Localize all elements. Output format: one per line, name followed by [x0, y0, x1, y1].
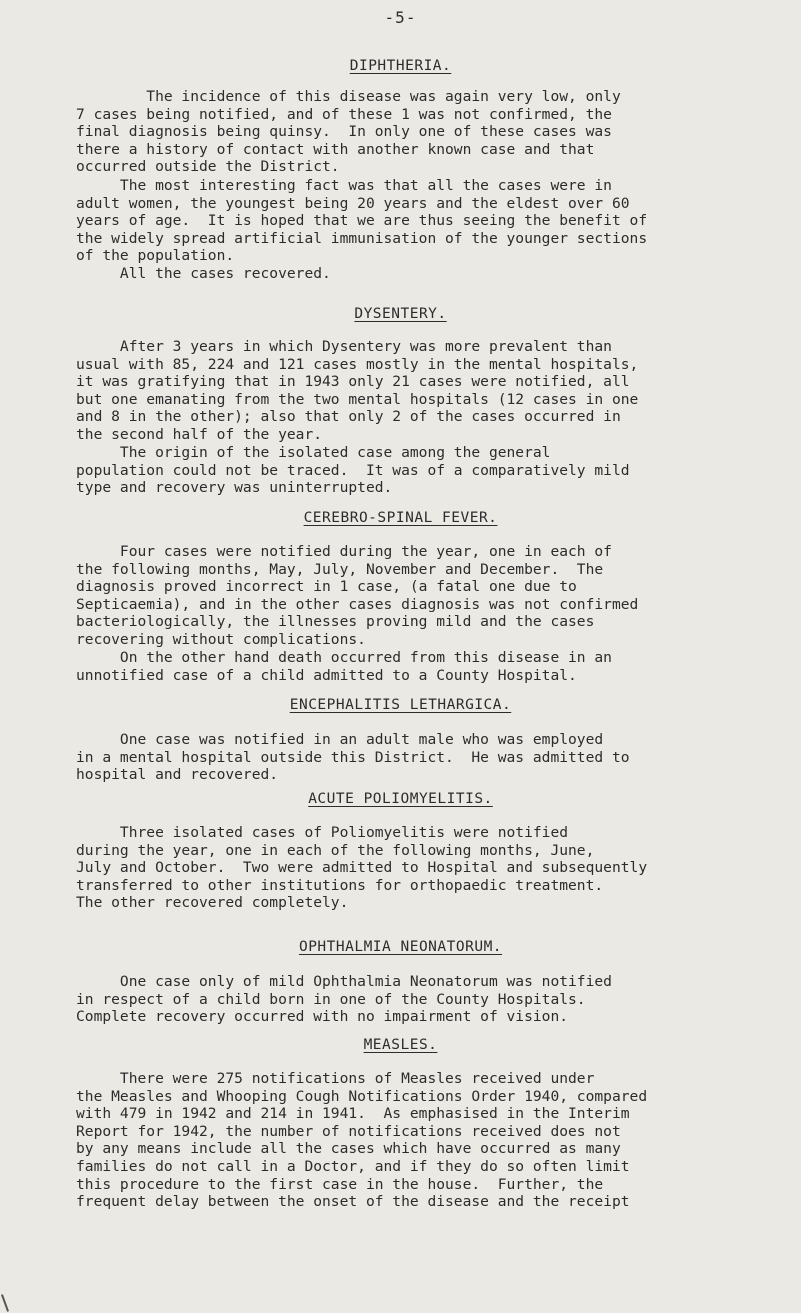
text-line: Three isolated cases of Poliomyelitis were notified	[76, 824, 569, 841]
cerebro-spinal-paragraph-1	[76, 543, 776, 649]
text-line: and 8 in the other); also that only 2 of the cases occurred in	[76, 408, 621, 426]
text-line: it was gratifying that in 1943 only 21 cases were notified, all	[76, 373, 630, 391]
dysentery-paragraph-2	[76, 444, 776, 497]
text-line: the second half of the year.	[76, 425, 323, 443]
text-line: with 479 in 1942 and 214 in 1941. As emphasised in the Interim	[76, 1105, 630, 1123]
text-line: final diagnosis being quinsy. In only one of these cases was	[76, 123, 612, 141]
text-line: July and October. Two were admitted to Hospital and subsequently	[76, 859, 648, 877]
text-line: the Measles and Whooping Cough Notifications Order 1940, compared	[76, 1087, 648, 1105]
text-line: After 3 years in which Dysentery was more prevalent than	[76, 338, 612, 355]
poliomyelitis-paragraph-1	[76, 824, 776, 912]
text-line: this procedure to the first case in the house. Further, the	[76, 1175, 604, 1193]
heading-diphtheria: DIPHTHERIA.	[349, 58, 452, 74]
text-line: Report for 1942, the number of notifications received does not	[76, 1122, 621, 1140]
text-line: families do not call in a Doctor, and if they do so often limit	[76, 1157, 630, 1175]
diphtheria-paragraph-2	[76, 177, 776, 265]
text-line: The other recovered completely.	[76, 894, 349, 912]
text-line: One case was notified in an adult male who was employed	[76, 731, 604, 748]
heading-acute-poliomyelitis: ACUTE POLIOMYELITIS.	[308, 791, 493, 807]
text-line: Complete recovery occurred with no impairment of vision.	[76, 1008, 569, 1026]
text-line: by any means include all the cases which have occurred as many	[76, 1140, 621, 1158]
text-line: transferred to other institutions for orthopaedic treatment.	[76, 876, 604, 894]
text-line: but one emanating from the two mental hospitals (12 cases in one	[76, 390, 639, 408]
text-line: hospital and recovered.	[76, 766, 279, 784]
text-line: The incidence of this disease was again very low, only	[76, 88, 621, 105]
scan-edge-mark	[1, 1294, 9, 1312]
text-line: the widely spread artificial immunisation of the younger sections	[76, 229, 648, 247]
text-line: population could not be traced. It was of a comparatively mild	[76, 461, 630, 479]
measles-paragraph-1	[76, 1070, 776, 1211]
text-line: 7 cases being notified, and of these 1 was not confirmed, the	[76, 105, 612, 123]
text-line: years of age. It is hoped that we are thus seeing the benefit of	[76, 212, 648, 230]
text-line: the following months, May, July, November and December. The	[76, 560, 604, 578]
ophthalmia-paragraph-1	[76, 973, 776, 1026]
heading-cerebro-spinal-fever: CEREBRO-SPINAL FEVER.	[303, 510, 498, 526]
heading-encephalitis-lethargica: ENCEPHALITIS LETHARGICA.	[289, 697, 512, 713]
encephalitis-paragraph-1	[76, 731, 776, 784]
text-line: Four cases were notified during the year, one in each of	[76, 543, 612, 560]
text-line: unnotified case of a child admitted to a County Hospital.	[76, 666, 577, 684]
text-line: there a history of contact with another known case and that	[76, 140, 595, 158]
heading-dysentery: DYSENTERY.	[354, 306, 447, 322]
text-line: All the cases recovered.	[76, 265, 331, 282]
text-line: Septicaemia), and in the other cases diagnosis was not confirmed	[76, 595, 639, 613]
text-line: The most interesting fact was that all the cases were in	[76, 177, 612, 194]
heading-ophthalmia-neonatorum: OPHTHALMIA NEONATORUM.	[298, 939, 503, 955]
text-line: type and recovery was uninterrupted.	[76, 479, 393, 497]
heading-measles: MEASLES.	[363, 1037, 438, 1053]
cerebro-spinal-paragraph-2	[76, 649, 776, 684]
text-line: during the year, one in each of the following months, June,	[76, 841, 595, 859]
text-line: recovering without complications.	[76, 630, 366, 648]
text-line: of the population.	[76, 247, 235, 265]
text-line: occurred outside the District.	[76, 158, 340, 176]
text-line: frequent delay between the onset of the disease and the receipt	[76, 1193, 630, 1211]
text-line: bacteriologically, the illnesses proving mild and the cases	[76, 613, 595, 631]
text-line: One case only of mild Ophthalmia Neonatorum was notified	[76, 973, 612, 990]
text-line: The origin of the isolated case among the general	[76, 444, 551, 461]
text-line: On the other hand death occurred from this disease in an	[76, 649, 612, 666]
text-line: There were 275 notifications of Measles received under	[76, 1070, 595, 1087]
page-number: -5-	[384, 8, 417, 27]
diphtheria-paragraph-1	[76, 88, 776, 176]
text-line: usual with 85, 224 and 121 cases mostly in the mental hospitals,	[76, 355, 639, 373]
text-line: in respect of a child born in one of the County Hospitals.	[76, 990, 586, 1008]
text-line: diagnosis proved incorrect in 1 case, (a fatal one due to	[76, 578, 577, 596]
dysentery-paragraph-1	[76, 338, 776, 444]
text-line: adult women, the youngest being 20 years and the eldest over 60	[76, 194, 630, 212]
diphtheria-paragraph-3	[76, 265, 776, 283]
text-line: in a mental hospital outside this District. He was admitted to	[76, 748, 630, 766]
